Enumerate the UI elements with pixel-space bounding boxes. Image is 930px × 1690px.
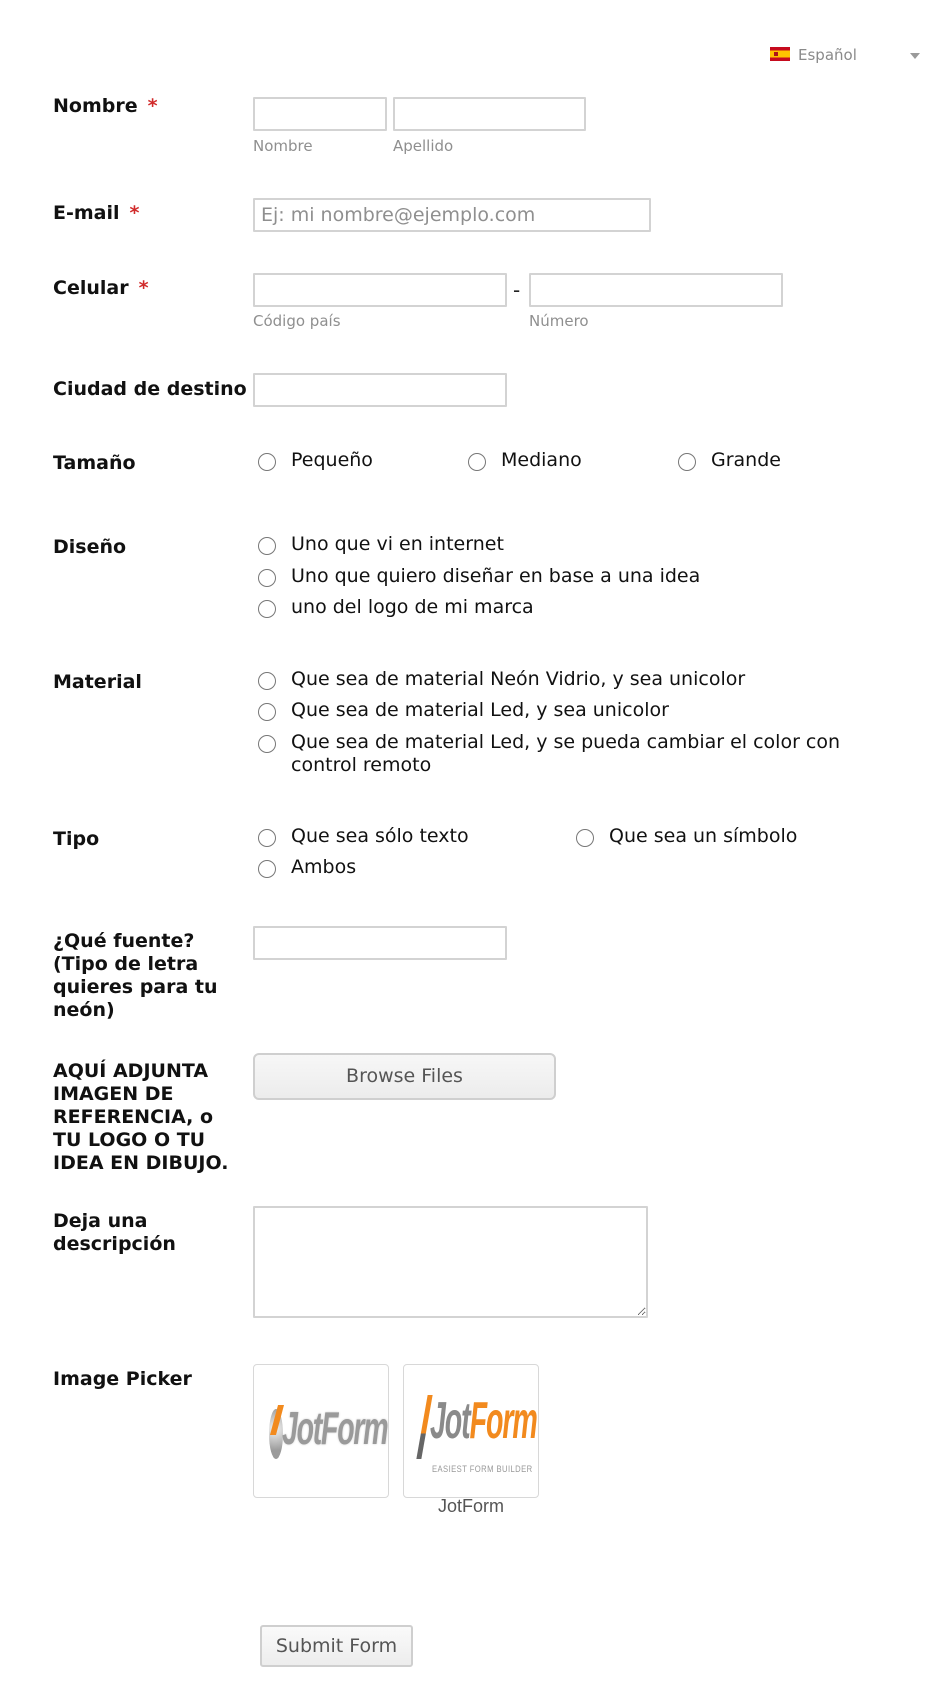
type-label: Tipo [53, 828, 100, 850]
city-input[interactable] [253, 373, 507, 407]
type-option-symbol[interactable]: Que sea un símbolo [576, 828, 856, 854]
phone-number-input[interactable] [529, 273, 783, 307]
design-option-internet[interactable]: Uno que vi en internet [258, 536, 818, 562]
size-option-large[interactable]: Grande [678, 452, 798, 478]
country-code-input[interactable] [253, 273, 507, 307]
radio-button[interactable] [258, 829, 276, 847]
font-label: ¿Qué fuente? (Tipo de letra quieres para tu neón) [53, 930, 218, 1021]
language-selector[interactable] [770, 44, 920, 66]
country-code-sublabel: Código país [253, 312, 341, 330]
material-label: Material [53, 671, 142, 693]
email-label: E-mail * [53, 202, 140, 224]
material-option-neon-glass[interactable]: Que sea de material Neón Vidrio, y sea unicolor [258, 671, 878, 697]
email-input[interactable] [253, 198, 651, 232]
description-label: Deja una descripción [53, 1210, 176, 1255]
image-option-2[interactable] [403, 1364, 539, 1498]
jotform-logo-text: JotForm [430, 1392, 537, 1450]
radio-button[interactable] [258, 537, 276, 555]
radio-button[interactable] [258, 735, 276, 753]
radio-button[interactable] [258, 453, 276, 471]
city-label: Ciudad de destino [53, 378, 247, 400]
phone-separator: - [513, 278, 521, 302]
name-label: Nombre * [53, 95, 158, 117]
image-option-1[interactable] [253, 1364, 389, 1498]
first-name-sublabel: Nombre [253, 137, 313, 155]
type-option-both[interactable]: Ambos [258, 859, 538, 885]
jotform-logo-text: JotForm [282, 1402, 388, 1454]
image-picker-label: Image Picker [53, 1368, 192, 1390]
last-name-input[interactable] [393, 97, 586, 131]
description-textarea[interactable] [253, 1206, 648, 1318]
radio-button[interactable] [576, 829, 594, 847]
required-mark: * [129, 202, 140, 224]
font-input[interactable] [253, 926, 507, 960]
radio-button[interactable] [258, 600, 276, 618]
radio-button[interactable] [258, 672, 276, 690]
required-mark: * [138, 277, 149, 299]
required-mark: * [147, 95, 158, 117]
design-label: Diseño [53, 536, 127, 558]
phone-label: Celular * [53, 277, 149, 299]
radio-button[interactable] [258, 569, 276, 587]
language-label: Español [798, 46, 857, 64]
image-caption: JotForm [437, 1496, 504, 1516]
upload-label: AQUÍ ADJUNTA IMAGEN DE REFERENCIA, o TU LOGO O TU IDEA EN DIBUJO. [53, 1060, 229, 1174]
first-name-input[interactable] [253, 97, 387, 131]
design-option-idea[interactable]: Uno que quiero diseñar en base a una idea [258, 568, 818, 594]
browse-files-button[interactable]: Browse Files [253, 1053, 556, 1100]
spain-flag-icon [770, 47, 790, 61]
radio-button[interactable] [258, 703, 276, 721]
radio-button[interactable] [678, 453, 696, 471]
jotform-tagline: EASIEST FORM BUILDER [432, 1464, 533, 1474]
size-label: Tamaño [53, 452, 136, 474]
submit-button[interactable]: Submit Form [260, 1625, 413, 1667]
last-name-sublabel: Apellido [393, 137, 454, 155]
type-option-text-only[interactable]: Que sea sólo texto [258, 828, 538, 854]
radio-button[interactable] [258, 860, 276, 878]
chevron-down-icon [910, 53, 920, 59]
material-option-led-single[interactable]: Que sea de material Led, y sea unicolor [258, 702, 878, 728]
size-option-medium[interactable]: Mediano [468, 452, 588, 478]
phone-number-sublabel: Número [529, 312, 589, 330]
radio-button[interactable] [468, 453, 486, 471]
material-option-led-remote[interactable]: Que sea de material Led, y se pueda cambiar el color con control remoto [258, 734, 878, 784]
size-option-small[interactable]: Pequeño [258, 452, 378, 478]
design-option-brand-logo[interactable]: uno del logo de mi marca [258, 599, 818, 625]
